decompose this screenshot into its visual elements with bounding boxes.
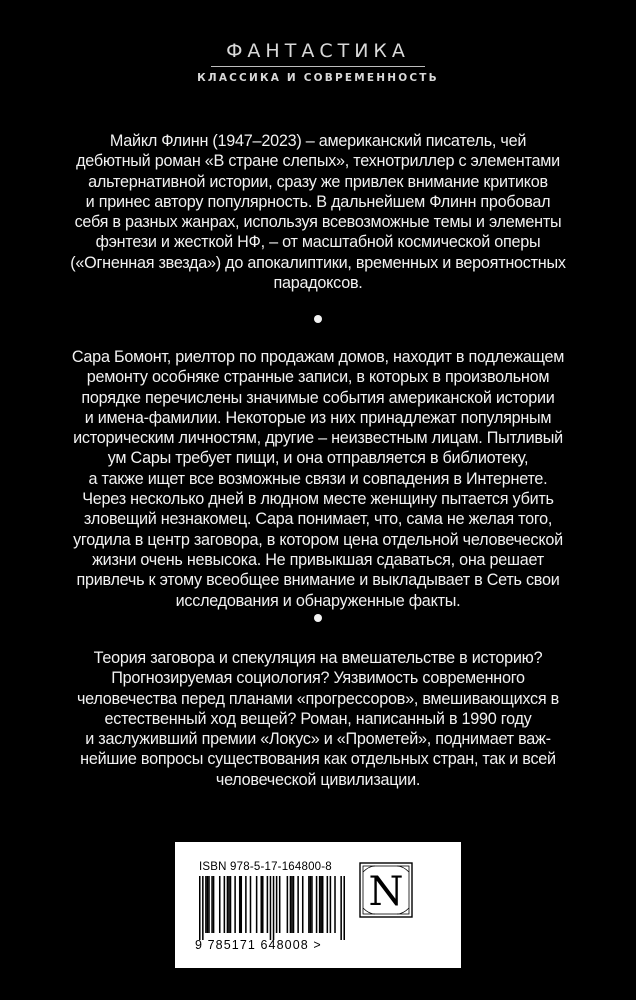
text-line: привлечь к этому всеобщее внимание и выкладывает в Сеть свои bbox=[76, 571, 560, 590]
series-divider bbox=[211, 66, 425, 67]
barcode-bar bbox=[239, 876, 241, 933]
barcode-bar bbox=[219, 876, 221, 933]
barcode-bar bbox=[291, 876, 293, 933]
barcode-bar bbox=[322, 876, 324, 933]
bullet-separator bbox=[314, 315, 322, 323]
text-line: Теория заговора и спекуляция на вмешательстве в историю? bbox=[93, 649, 543, 667]
barcode-bar bbox=[207, 876, 209, 933]
text-line: порядке перечислены значимые события американской истории bbox=[81, 388, 555, 407]
author-bio-block bbox=[60, 131, 576, 293]
logo-letter: N bbox=[368, 869, 404, 915]
barcode-bar bbox=[250, 876, 252, 933]
text-line: естественный ход вещей? Роман, написанный в 1990 году bbox=[104, 709, 532, 728]
text-line: альтернативной истории, сразу же привлек внимание критиков bbox=[88, 172, 548, 191]
text-line: угодила в центр заговора, в котором цена отдельной человеческой bbox=[73, 530, 563, 549]
plot-summary-block bbox=[60, 347, 576, 611]
barcode-bar bbox=[199, 876, 201, 940]
barcode-bar bbox=[290, 876, 292, 933]
text-line: фэнтези и жесткой НФ, – от масштабной космической оперы bbox=[95, 233, 541, 252]
series-header bbox=[0, 40, 636, 84]
barcode-bar bbox=[310, 876, 312, 933]
barcode-bar bbox=[230, 876, 232, 933]
barcode-bar bbox=[208, 876, 210, 933]
barcode-bar bbox=[267, 876, 269, 933]
barcode-bar bbox=[260, 876, 262, 933]
barcode-bar bbox=[224, 876, 226, 933]
text-line: Майкл Флинн (1947–2023) – американский писатель, чей bbox=[109, 132, 527, 150]
barcode-bar bbox=[319, 876, 321, 933]
barcode-bar bbox=[297, 876, 299, 933]
barcode-bar bbox=[270, 876, 272, 940]
text-line: («Огненная звезда») до апокалиптики, временных и вероятностных bbox=[70, 253, 566, 272]
barcode-bar bbox=[340, 876, 342, 940]
barcode-bar bbox=[302, 876, 304, 933]
barcode-bar bbox=[287, 876, 289, 933]
text-line: парадоксов. bbox=[273, 274, 363, 293]
text-line: историческим личностям, другие – неизвестным лицам. Пытливый bbox=[73, 429, 563, 448]
text-line: зловещий незнакомец. Сара понимает, что, сама не желая того, bbox=[83, 510, 553, 529]
barcode-bar bbox=[276, 876, 278, 933]
barcode-bar bbox=[202, 876, 204, 940]
barcode-panel bbox=[175, 842, 461, 968]
text-line: ремонту особняке странные записи, в которых в произвольном bbox=[86, 368, 550, 387]
text-line: нейшие вопросы существования как отдельных стран, так и всей bbox=[80, 750, 556, 769]
bullet-separator bbox=[314, 614, 322, 622]
barcode-bar bbox=[273, 876, 275, 940]
text-line: человечества перед планами «прогрессоров», вмешивающихся в bbox=[77, 689, 559, 708]
text-line: человеческой цивилизации. bbox=[215, 770, 421, 789]
barcode-bar bbox=[279, 876, 281, 933]
barcode-bar bbox=[330, 876, 332, 933]
isbn-label: ISBN 978-5-17-164800-8 bbox=[199, 861, 332, 873]
barcode-bar bbox=[311, 876, 313, 933]
barcode-bar bbox=[334, 876, 336, 933]
barcode-bar bbox=[245, 876, 247, 933]
text-line: и заслуживший премии «Локус» и «Прометей», поднимает важ- bbox=[85, 730, 551, 749]
barcode-bar bbox=[240, 876, 242, 933]
text-line: Сара Бомонт, риелтор по продажам домов, находит в подлежащем bbox=[71, 348, 565, 366]
barcode-bar bbox=[227, 876, 229, 933]
themes-block bbox=[60, 648, 576, 790]
barcode-bar bbox=[293, 876, 295, 933]
text-line: Через несколько дней в людном месте женщину пытается убить bbox=[82, 490, 554, 509]
text-line: дебютный роман «В стране слепых», технотриллер с элементами bbox=[76, 152, 560, 171]
barcode-bar bbox=[205, 876, 207, 933]
text-line: Прогнозируемая социология? Уязвимость современного bbox=[111, 669, 525, 688]
barcode-bar bbox=[316, 876, 318, 933]
barcode-bar bbox=[213, 876, 215, 933]
barcode-icon bbox=[199, 876, 345, 940]
barcode-bar bbox=[228, 876, 230, 933]
text-line: и принес автору популярность. В дальнейшем Флинн пробовал bbox=[85, 192, 551, 211]
text-line: жизни очень невысока. Не привыкшая сдаваться, она решает bbox=[92, 550, 544, 569]
barcode-bar bbox=[234, 876, 236, 933]
text-line: себя в разных жанрах, используя всевозможные темы и элементы bbox=[74, 213, 562, 232]
text-line: ум Сары требует пищи, и она отправляется в библиотеку, bbox=[107, 449, 529, 468]
publisher-monogram-icon bbox=[359, 862, 413, 918]
barcode-bar bbox=[262, 876, 264, 933]
barcode-bar bbox=[320, 876, 322, 933]
text-line: а также ищет все возможные связи и совпадения в Интернете. bbox=[88, 469, 548, 488]
text-line: исследования и обнаруженные факты. bbox=[175, 591, 461, 610]
barcode-bar bbox=[256, 876, 258, 933]
text-line: и имена-фамилии. Некоторые из них принадлежат популярным bbox=[84, 408, 552, 427]
barcode-bar bbox=[343, 876, 345, 940]
barcode-bar bbox=[327, 876, 329, 933]
series-title: ФАНТАСТИКА bbox=[226, 40, 410, 62]
series-subtitle: КЛАССИКА И СОВРЕМЕННОСТЬ bbox=[197, 72, 439, 84]
ean-digits: 9 785171 648008 > bbox=[195, 938, 322, 952]
barcode-bar bbox=[211, 876, 213, 933]
barcode-bar bbox=[308, 876, 310, 933]
